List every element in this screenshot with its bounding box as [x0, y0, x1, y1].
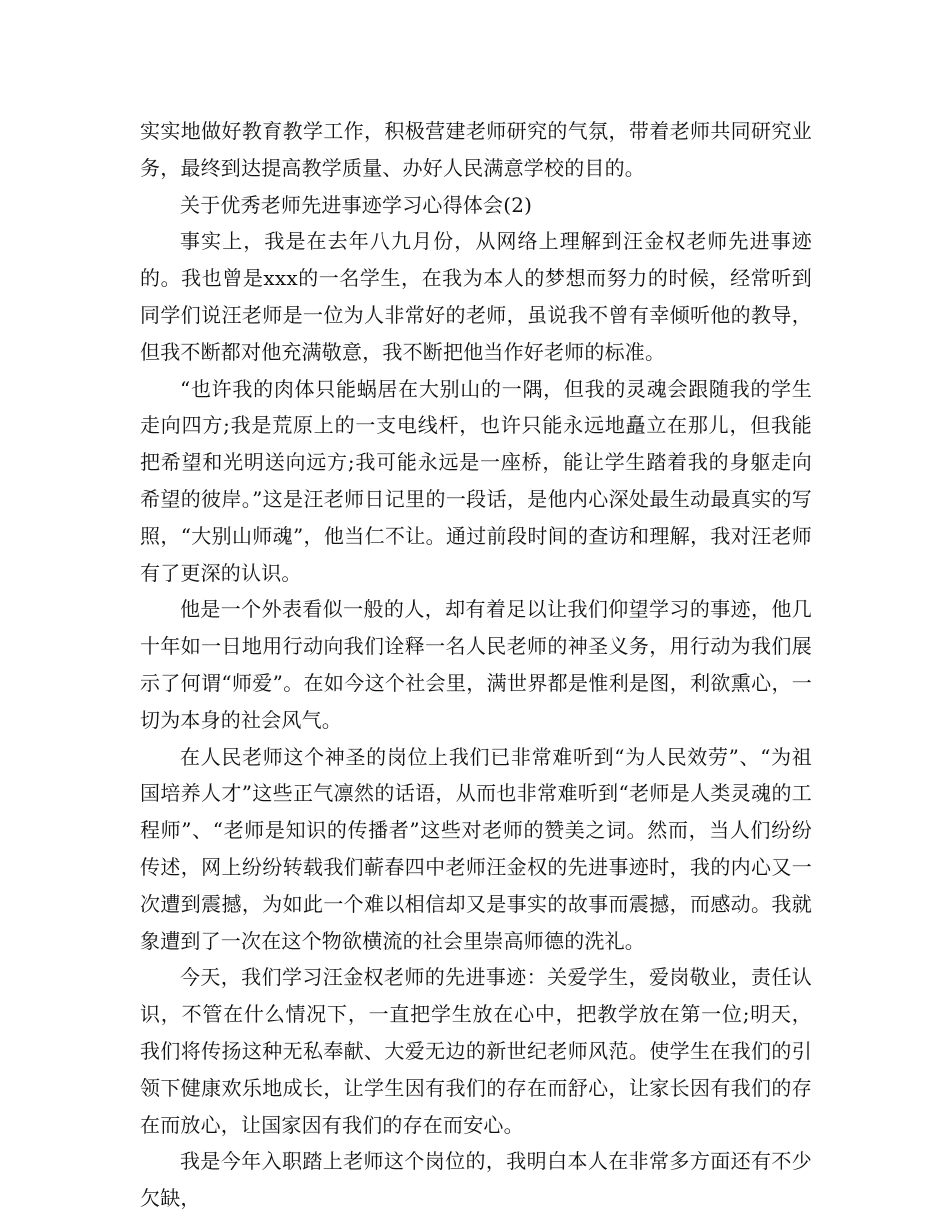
document-body [140, 113, 812, 1217]
paragraph-character: 他是一个外表看似一般的人，却有着足以让我们仰望学习的事迹，他几十年如一日地用行动向我们诠释一名人民老师的神圣义务，用行动为我们展示了何谓“师爱”。在如今这个社会里，满世界都是惟利是图，利欲熏心，一切为本身的社会风气。 [140, 597, 812, 732]
paragraph-personal: 我是今年入职踏上老师这个岗位的，我明白本人在非常多方面还有不少欠缺， [140, 1149, 812, 1211]
paragraph-continuation: 实实地做好教育教学工作，积极营建老师研究的气氛，带着老师共同研究业务，最终到达提高教学质量、办好人民满意学校的目的。 [140, 119, 812, 180]
paragraph-learning: 今天，我们学习汪金权老师的先进事迹：关爱学生，爱岗敬业，责任认识，不管在什么情况下，一直把学生放在心中，把教学放在第一位;明天，我们将传扬这种无私奉献、大爱无边的新世纪老师风范。使学生在我们的引领下健康欢乐地成长，让学生因有我们的存在而舒心，让家长因有我们的存在而放心，让国家因有我们的存在而安心。 [140, 965, 812, 1137]
section-heading: 关于优秀老师先进事迹学习心得体会(2) [180, 192, 533, 217]
paragraph-impact: 在人民老师这个神圣的岗位上我们已非常难听到“为人民效劳”、“为祖国培养人才”这些正气凛然的话语，从而也非常难听到“老师是人类灵魂的工程师”、“老师是知识的传播者”这些对老师的赞美之词。然而，当人们纷纷传述，网上纷纷转载我们蕲春四中老师汪金权的先进事迹时，我的内心又一次遭到震撼，为如此一个难以相信却又是事实的故事而震撼，而感动。我就象遭到了一次在这个物欲横流的社会里崇高师德的洗礼。 [140, 744, 812, 953]
paragraph-intro: 事实上，我是在去年八九月份，从网络上理解到汪金权老师先进事迹的。我也曾是xxx的一名学生，在我为本人的梦想而努力的时候，经常听到同学们说汪老师是一位为人非常好的老师，虽说我不曾有幸倾听他的教导，但我不断都对他充满敬意，我不断把他当作好老师的标准。 [140, 229, 812, 364]
paragraph-diary-quote: “也许我的肉体只能蜗居在大别山的一隅，但我的灵魂会跟随我的学生走向四方;我是荒原上的一支电线杆，也许只能永远地矗立在那儿，但我能把希望和光明送向远方;我可能永远是一座桥，能让学生踏着我的身躯走向希望的彼岸。”这是汪老师日记里的一段话，是他内心深处最生动最真实的写照，“大别山师魂”，他当仁不让。通过前段时间的查访和理解，我对汪老师有了更深的认识。 [140, 376, 812, 585]
